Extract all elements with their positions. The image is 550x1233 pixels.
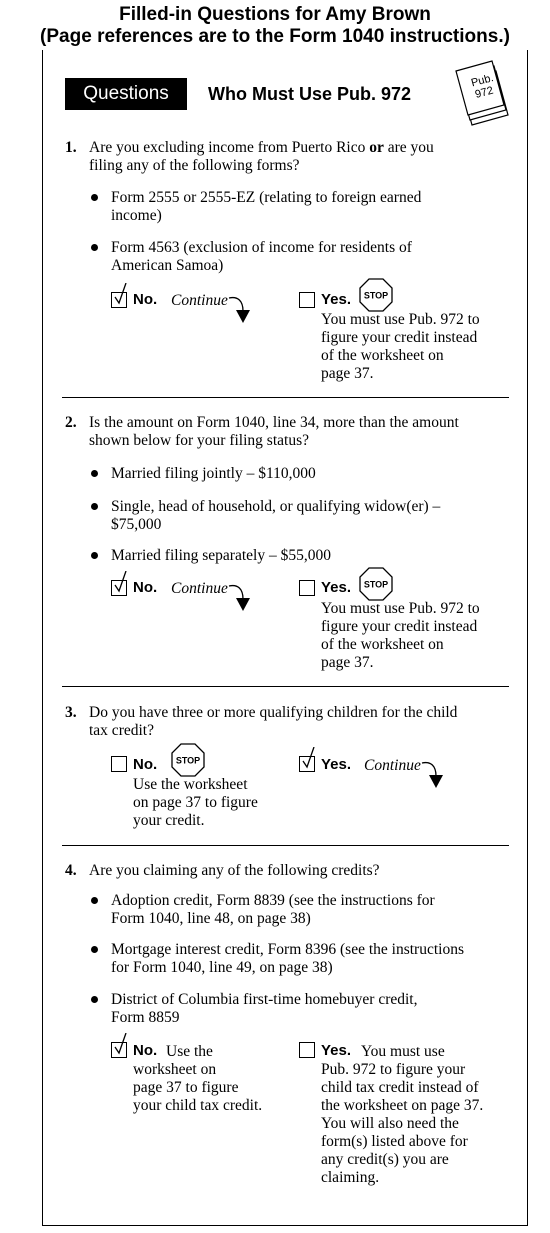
pub-972-icon: [452, 55, 512, 127]
bullet: [91, 194, 98, 201]
q4-bullet2-line1: Mortgage interest credit, Form 8396 (see the instructions: [111, 941, 464, 958]
q1-bullet2-line1: Form 4563 (exclusion of income for residents of: [111, 239, 412, 256]
q4-no-checkbox[interactable]: [111, 1042, 127, 1058]
stop-sign-icon: [359, 278, 393, 312]
q4-no-line3: page 37 to figure: [133, 1079, 239, 1096]
bullet: [91, 244, 98, 251]
q3-text-line2: tax credit?: [89, 722, 154, 739]
q4-bullet1-line1: Adoption credit, Form 8839 (see the instructions for: [111, 892, 435, 909]
q4-yes-line7: any credit(s) you are: [321, 1151, 449, 1168]
panel-title: Who Must Use Pub. 972: [208, 84, 412, 104]
q1-yes-line1: You must use Pub. 972 to: [321, 311, 480, 328]
q2-yes-line2: figure your credit instead: [321, 618, 478, 635]
q2-text-line2: shown below for your filing status?: [89, 432, 309, 449]
q1-yes-checkbox[interactable]: [299, 292, 315, 308]
q2-yes-checkbox[interactable]: [299, 580, 315, 596]
q2-text-line1: Is the amount on Form 1040, line 34, more than the amount: [89, 414, 459, 431]
q2-bullet3: Married filing separately – $55,000: [111, 547, 331, 564]
check-mark-icon: [113, 283, 129, 307]
q1-yes-line3: of the worksheet on: [321, 347, 444, 364]
q1-no-label: No.: [133, 291, 158, 308]
q2-continue: Continue: [171, 580, 228, 597]
pub-icon-text2: 972: [473, 84, 495, 101]
divider: [62, 686, 509, 687]
q4-no-line2: worksheet on: [133, 1061, 217, 1078]
q2-no-label: No.: [133, 579, 158, 596]
q4-yes-line1: You must use: [361, 1043, 445, 1060]
q2-bullet2-line2: $75,000: [111, 516, 162, 533]
q4-yes-checkbox[interactable]: [299, 1042, 315, 1058]
check-mark-icon: [301, 747, 317, 771]
q1-bullet1-line1: Form 2555 or 2555-EZ (relating to foreign earned: [111, 189, 422, 206]
q3-continue: Continue: [364, 757, 421, 774]
q4-bullet3-line1: District of Columbia first-time homebuyer credit,: [111, 991, 418, 1008]
divider: [62, 397, 509, 398]
stop-sign-icon: [359, 567, 393, 601]
q4-yes-label: Yes.: [321, 1042, 352, 1059]
q1-yes-line4: page 37.: [321, 365, 374, 382]
stop-sign-text: STOP: [363, 290, 389, 301]
q3-no-label: No.: [133, 756, 158, 773]
q2-yes-line4: page 37.: [321, 654, 374, 671]
divider: [62, 845, 509, 846]
q4-no-line4: your child tax credit.: [133, 1097, 263, 1114]
q3-no-checkbox[interactable]: [111, 756, 127, 772]
q2-yes-line3: of the worksheet on: [321, 636, 444, 653]
q2-number: 2.: [65, 414, 77, 431]
bullet: [91, 996, 98, 1003]
q1-yes-line2: figure your credit instead: [321, 329, 478, 346]
bullet: [91, 470, 98, 477]
continue-arrow-icon: [228, 583, 254, 613]
q4-number: 4.: [65, 862, 77, 879]
continue-arrow-icon: [421, 760, 447, 790]
q1-bullet2-line2: American Samoa): [111, 257, 224, 274]
q3-no-line2: on page 37 to figure: [133, 794, 258, 811]
bullet: [91, 503, 98, 510]
q1-no-checkbox[interactable]: [111, 292, 127, 308]
bullet: [91, 552, 98, 559]
q4-yes-line5: You will also need the: [321, 1115, 459, 1132]
q3-no-line3: your credit.: [133, 812, 205, 829]
q1-text-line2: filing any of the following forms?: [89, 157, 300, 174]
questions-badge: Questions: [65, 78, 187, 110]
q4-no-line1: Use the: [166, 1043, 213, 1060]
q4-bullet1-line2: Form 1040, line 48, on page 38): [111, 910, 311, 927]
q1-text-line1: Are you excluding income from Puerto Rico or are you: [89, 139, 434, 156]
stop-sign-text: STOP: [175, 755, 201, 766]
q4-yes-line6: form(s) listed above for: [321, 1133, 468, 1150]
q1-bullet1-line2: income): [111, 207, 162, 224]
stop-sign-icon: [171, 743, 205, 777]
pub-icon-text1: Pub.: [469, 71, 495, 90]
q3-yes-label: Yes.: [321, 756, 352, 773]
q1-continue: Continue: [171, 292, 228, 309]
page-header: [0, 4, 550, 48]
q2-bullet1: Married filing jointly – $110,000: [111, 465, 316, 482]
q2-no-checkbox[interactable]: [111, 580, 127, 596]
q4-bullet2-line2: for Form 1040, line 49, on page 38): [111, 959, 333, 976]
q1-number: 1.: [65, 139, 77, 156]
q4-yes-line8: claiming.: [321, 1169, 380, 1186]
bullet: [91, 946, 98, 953]
q4-text-line1: Are you claiming any of the following credits?: [89, 862, 380, 879]
q4-yes-line4: the worksheet on page 37.: [321, 1097, 484, 1114]
q3-no-line1: Use the worksheet: [133, 776, 248, 793]
bullet: [91, 897, 98, 904]
q4-no-label: No.: [133, 1042, 158, 1059]
q4-bullet3-line2: Form 8859: [111, 1009, 180, 1026]
q2-yes-line1: You must use Pub. 972 to: [321, 600, 480, 617]
check-mark-icon: [113, 1033, 129, 1057]
q3-text-line1: Do you have three or more qualifying children for the child: [89, 704, 458, 721]
stop-sign-text: STOP: [363, 579, 389, 590]
q1-yes-label: Yes.: [321, 291, 352, 308]
q4-yes-line3: child tax credit instead of: [321, 1079, 479, 1096]
continue-arrow-icon: [228, 295, 254, 325]
check-mark-icon: [113, 571, 129, 595]
q4-yes-line2: Pub. 972 to figure your: [321, 1061, 466, 1078]
q2-yes-label: Yes.: [321, 579, 352, 596]
q3-number: 3.: [65, 704, 77, 721]
header-title: Filled-in Questions for Amy Brown: [119, 4, 431, 25]
header-subtitle: (Page references are to the Form 1040 instructions.): [40, 26, 510, 47]
q2-bullet2-line1: Single, head of household, or qualifying widow(er) –: [111, 498, 441, 515]
q3-yes-checkbox[interactable]: [299, 756, 315, 772]
